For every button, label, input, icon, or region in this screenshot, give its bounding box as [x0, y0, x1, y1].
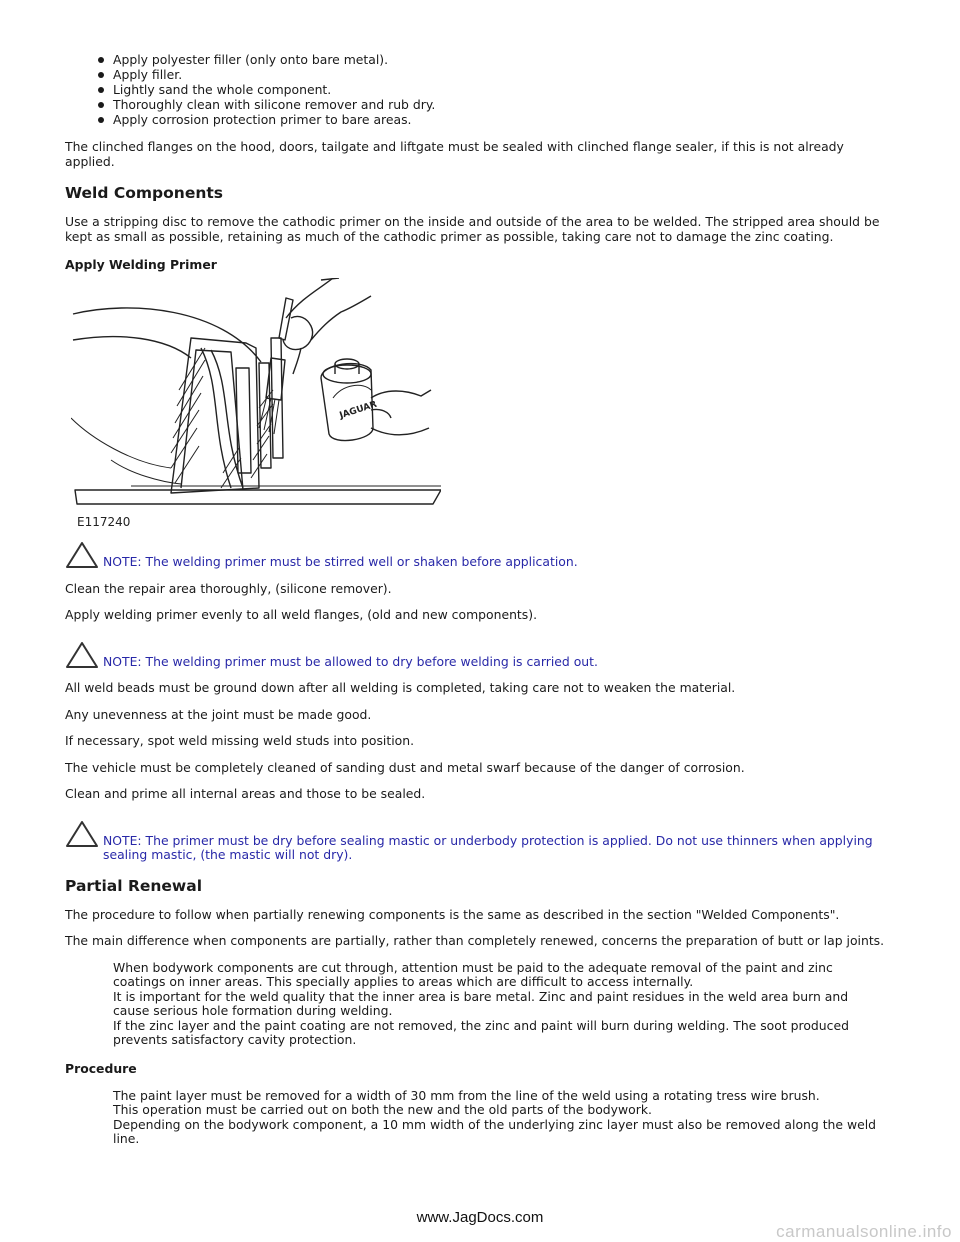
subheading-apply-welding-primer: Apply Welding Primer: [65, 257, 217, 272]
note-text: NOTE: The welding primer must be allowed to dry before welding is carried out.: [103, 653, 598, 669]
indented-paragraph: It is important for the weld quality that the inner area is bare metal. Zinc and paint residues in the weld area burn and cause serious hole formation during welding.: [113, 988, 849, 1018]
warning-triangle-icon: [65, 820, 99, 848]
note-text: NOTE: The welding primer must be stirred well or shaken before application.: [103, 554, 578, 569]
warning-triangle-icon: [65, 641, 99, 669]
note-stir-primer: [65, 555, 885, 570]
list-item: Apply corrosion protection primer to bare areas.: [98, 112, 885, 127]
clinched-flanges-paragraph: The clinched flanges on the hood, doors, tailgate and liftgate must be sealed with clinched flange sealer, if this is not already applied.: [65, 139, 844, 169]
intro-bullet-list: [65, 52, 885, 127]
indented-paragraph: The paint layer must be removed for a width of 30 mm from the line of the weld using a rotating tress wire brush.: [113, 1087, 820, 1103]
indented-paragraph: This operation must be carried out on both the new and the old parts of the bodywork.: [113, 1102, 652, 1117]
welding-primer-illustration: [71, 278, 441, 533]
list-item: Apply polyester filler (only onto bare metal).: [98, 52, 885, 67]
note-text: NOTE: The primer must be dry before sealing mastic or underbody protection is applied. Do not use thinners when applying sealing mastic, (the mastic will not dry).: [103, 832, 873, 862]
indented-paragraph: When bodywork components are cut through, attention must be paid to the adequate removal of the paint and zinc coatings on inner areas. This specially applies to areas which are difficult to access internally.: [113, 959, 833, 989]
section-heading-partial-renewal: Partial Renewal: [65, 876, 203, 895]
list-item: Lightly sand the whole component.: [98, 82, 885, 97]
list-item: Thoroughly clean with silicone remover and rub dry.: [98, 97, 885, 112]
watermark: carmanualsonline.info: [776, 1222, 952, 1241]
page-content: [65, 52, 885, 1147]
step-prime-internal: Clean and prime all internal areas and those to be sealed.: [65, 786, 426, 801]
step-grind-weld-beads: All weld beads must be ground down after all welding is completed, taking care not to weaken the material.: [65, 680, 736, 695]
indented-paragraph: If the zinc layer and the paint coating are not removed, the zinc and paint will burn during welding. The soot produced prevents satisfactory cavity protection.: [113, 1017, 849, 1047]
procedure-indented-block: [65, 1089, 885, 1147]
illustration-drawing: [71, 278, 441, 533]
figure-label: E117240: [77, 515, 131, 529]
indented-paragraph: Depending on the bodywork component, a 10 mm width of the underlying zinc layer must also be removed along the weld line.: [113, 1116, 877, 1146]
can-label: JAGUAR: [338, 399, 379, 422]
step-clean-vehicle: The vehicle must be completely cleaned of sanding dust and metal swarf because of the danger of corrosion.: [65, 759, 745, 775]
warning-triangle-icon: [65, 541, 99, 569]
weld-components-paragraph: Use a stripping disc to remove the cathodic primer on the inside and outside of the area to be welded. The stripped area should be kept as small as possible, retaining as much of the cathodic primer as possible, taking care not to damage the zinc coating.: [65, 214, 880, 244]
note-primer-before-sealing: [65, 834, 885, 863]
note-primer-dry: [65, 655, 885, 670]
section-heading-weld-components: Weld Components: [65, 184, 223, 202]
step-clean-repair-area: Clean the repair area thoroughly, (silicone remover).: [65, 580, 392, 596]
step-spot-weld: If necessary, spot weld missing weld studs into position.: [65, 733, 415, 748]
footer-link[interactable]: www.JagDocs.com: [416, 1209, 544, 1226]
list-item: Apply filler.: [98, 67, 885, 82]
step-apply-primer: Apply welding primer evenly to all weld flanges, (old and new components).: [65, 607, 538, 622]
partial-renewal-paragraph-1: The procedure to follow when partially renewing components is the same as described in the section "Welded Components".: [65, 906, 840, 922]
step-unevenness: Any unevenness at the joint must be made good.: [65, 706, 372, 722]
partial-renewal-indented-block: [65, 961, 885, 1048]
partial-renewal-paragraph-2: The main difference when components are partially, rather than completely renewed, concerns the preparation of butt or lap joints.: [65, 933, 885, 948]
subheading-procedure: Procedure: [65, 1060, 137, 1076]
